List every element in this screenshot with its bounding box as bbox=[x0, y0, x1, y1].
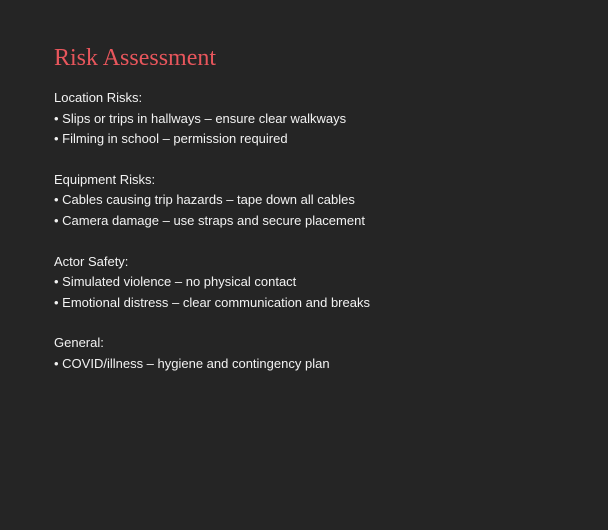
bullet-item: • Cables causing trip hazards – tape down all cables bbox=[54, 192, 355, 208]
section-heading: Location Risks: bbox=[54, 90, 143, 105]
section-heading: Actor Safety: bbox=[54, 253, 129, 269]
slide-title: Risk Assessment bbox=[54, 45, 217, 71]
section-equipment-risks bbox=[54, 170, 584, 232]
section-heading: General: bbox=[54, 335, 104, 351]
section-heading: Equipment Risks: bbox=[54, 171, 156, 187]
bullet-item: • COVID/illness – hygiene and contingency plan bbox=[54, 355, 330, 371]
bullet-item: • Slips or trips in hallways – ensure clear walkways bbox=[54, 110, 347, 126]
section-location-risks bbox=[54, 88, 584, 150]
bullet-item: • Emotional distress – clear communication and breaks bbox=[54, 294, 370, 310]
slide-body bbox=[54, 88, 584, 395]
bullet-item: • Camera damage – use straps and secure placement bbox=[54, 212, 365, 228]
bullet-item: • Filming in school – permission required bbox=[54, 131, 288, 147]
section-actor-safety bbox=[54, 252, 584, 314]
bullet-item: • Simulated violence – no physical contact bbox=[54, 274, 297, 290]
section-general bbox=[54, 333, 584, 374]
